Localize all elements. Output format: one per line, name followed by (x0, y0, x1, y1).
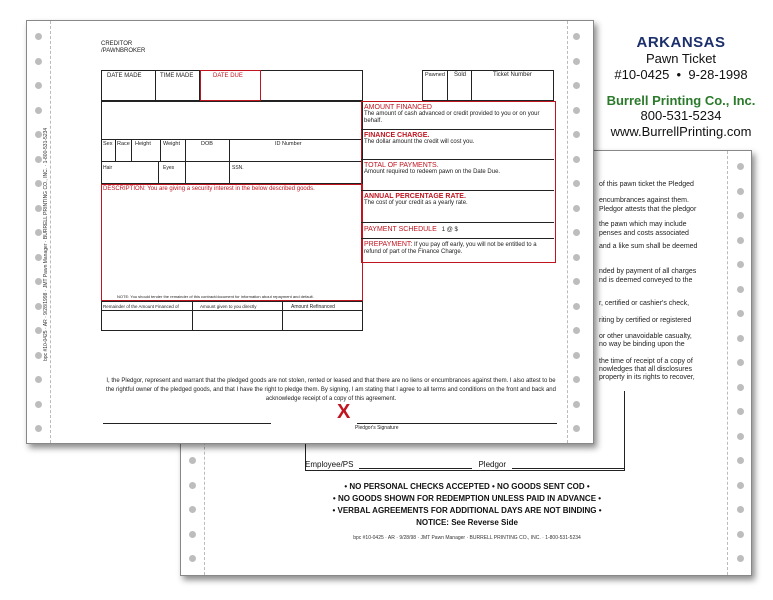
tractor-hole (573, 131, 580, 138)
tractor-hole (737, 188, 744, 195)
back-pledgor-signature-line[interactable] (512, 459, 625, 469)
tractor-hole (35, 352, 42, 359)
tractor-hole (573, 107, 580, 114)
remainder-label: Remainder of the Amount Financed of (103, 304, 179, 309)
back-clause: and a like sum shall be deemed (599, 243, 698, 250)
dob-label: DOB (201, 141, 213, 147)
back-clause: r, certified or cashier's check, (599, 300, 690, 307)
prepayment-row (361, 239, 554, 261)
tractor-hole (189, 506, 196, 513)
employee-signature-line[interactable] (359, 459, 472, 469)
divider (115, 139, 116, 162)
back-notices (229, 481, 705, 529)
tractor-hole (737, 433, 744, 440)
tractor-hole (573, 229, 580, 236)
tractor-hole (35, 278, 42, 285)
tractor-hole (35, 82, 42, 89)
tractor-hole (35, 229, 42, 236)
divider (158, 162, 159, 184)
tractor-hole (573, 33, 580, 40)
id-number-label: ID Number (275, 141, 302, 147)
amount-given-label: Amount given to you directly (200, 304, 257, 309)
tractor-hole (573, 352, 580, 359)
back-clause: Pledgor attests that the pledgor (599, 206, 697, 213)
date-due-label: DATE DUE (213, 73, 243, 79)
apr-title: ANNUAL PERCENTAGE RATE. (364, 193, 466, 200)
tractor-hole (737, 531, 744, 538)
tractor-hole (35, 327, 42, 334)
tractor-hole (737, 212, 744, 219)
sold-label: Sold (454, 72, 467, 78)
state-title: ARKANSAS (636, 34, 726, 51)
tractor-hole (189, 482, 196, 489)
warrant-text: I, the Pledgor, represent and warrant that the pledged goods are not stolen, rented or leased and that there are no liens or encumbrances against them. I also attest to be the rightful owner of the pledged goods, and that I have the right to pledge them. By signing, I am stating that I agree to all terms and conditions on the front and back and acknowledge receipt of a copy of this agreement. (106, 378, 556, 402)
back-clause: no way be binding upon the (599, 341, 685, 348)
amount-financed-text: The amount of cash advanced or credit provided to you or on your behalf. (364, 111, 540, 124)
payment-schedule-label: PAYMENT SCHEDULE (364, 226, 437, 233)
notice-line: • NO PERSONAL CHECKS ACCEPTED • NO GOODS SENT COD • (344, 482, 590, 491)
back-clause: penses and costs associated (599, 230, 689, 237)
tractor-hole (737, 457, 744, 464)
ssn-label: SSN. (232, 165, 244, 171)
tractor-hole (573, 425, 580, 432)
description-label: DESCRIPTION: You are giving a security interest in the below described goods. (103, 186, 315, 192)
employee-label: Employee/PS (305, 460, 354, 469)
creditor-line: /PAWNBROKER (101, 48, 146, 54)
back-clause: encumbrances against them. (599, 197, 689, 204)
ticket-number-label: Ticket Number (493, 72, 532, 78)
back-signature-row (305, 453, 625, 469)
tractor-hole (737, 286, 744, 293)
back-clause: nowledges that all disclosures (599, 366, 692, 373)
tractor-hole (573, 180, 580, 187)
tractor-hole (737, 384, 744, 391)
tractor-hole (573, 327, 580, 334)
tractor-hole (737, 261, 744, 268)
back-clause: riting by certified or registered (599, 317, 692, 324)
tractor-hole (573, 82, 580, 89)
weight-label: Weight (163, 141, 181, 147)
bullet-separator: • (676, 67, 682, 82)
tractor-hole (573, 401, 580, 408)
tractor-hole (35, 376, 42, 383)
employee-signature-line-front[interactable] (103, 423, 271, 424)
pledgor-signature-caption: Pledgor's Signature (355, 425, 399, 431)
creditor-line: CREDITOR (101, 41, 133, 47)
finance-charge-text: The dollar amount the credit will cost you. (364, 139, 475, 145)
company-phone: 800-531-5234 (640, 108, 722, 123)
form-date: 9-28-1998 (688, 67, 748, 82)
description-box[interactable] (101, 184, 363, 301)
tractor-hole (737, 506, 744, 513)
amount-refinanced-label: Amount Refinanced (291, 304, 335, 310)
apr-row[interactable] (361, 191, 554, 223)
apr-text: The cost of your credit as a yearly rate. (364, 200, 468, 206)
tractor-hole (189, 531, 196, 538)
tractor-hole (35, 254, 42, 261)
notice-line: • NO GOODS SHOWN FOR REDEMPTION UNLESS PAID IN ADVANCE • (332, 494, 602, 503)
description-note: NOTE: You should tender the remainder of this contract/document for information about repayment and default. (117, 294, 314, 299)
tractor-hole (35, 107, 42, 114)
tractor-hole (573, 58, 580, 65)
pledgor-signature-line[interactable] (357, 423, 557, 424)
front-form (26, 20, 594, 444)
tractor-hole (189, 555, 196, 562)
notice-line: NOTICE: See Reverse Side (416, 518, 518, 527)
hair-label: Hair (103, 165, 113, 171)
tractor-hole (737, 555, 744, 562)
tractor-hole (35, 156, 42, 163)
amount-financed-row[interactable] (361, 102, 554, 130)
prepayment-text: If you pay off early, you will not be entitled to a refund of part of the Finance Charge. (364, 242, 537, 255)
tractor-hole (35, 33, 42, 40)
eyes-label: Eyes (163, 165, 175, 171)
finance-charge-row[interactable] (361, 130, 554, 160)
back-clause: property in its rights to recover, (599, 374, 695, 381)
back-clause: the pawn which may include (599, 221, 687, 228)
race-label: Race (117, 141, 130, 147)
pawned-label: Pawned (425, 72, 445, 78)
sex-label: Sex (103, 141, 113, 147)
back-clause: or other unavoidable casualty, (599, 333, 692, 340)
tractor-hole (737, 359, 744, 366)
tractor-hole (573, 254, 580, 261)
tractor-hole (573, 156, 580, 163)
prepayment-label: PREPAYMENT: (364, 241, 413, 248)
total-payments-title: TOTAL OF PAYMENTS. (364, 162, 439, 169)
tractor-hole (737, 482, 744, 489)
form-name: Pawn Ticket (645, 51, 717, 66)
tractor-hole (35, 205, 42, 212)
amount-financed-title: AMOUNT FINANCED (364, 104, 432, 111)
tractor-hole (35, 131, 42, 138)
total-payments-row[interactable] (361, 160, 554, 191)
tractor-hole (737, 310, 744, 317)
tractor-hole (35, 58, 42, 65)
notice-line: • VERBAL AGREEMENTS FOR ADDITIONAL DAYS ARE NOT BINDING • (332, 506, 602, 515)
signature-x-mark: X (337, 401, 351, 423)
date-made-label: DATE MADE (107, 73, 142, 79)
tractor-hole (737, 163, 744, 170)
divider (131, 139, 132, 162)
total-payments-text: Amount required to redeem pawn on the Date Due. (364, 169, 501, 175)
tractor-hole (737, 408, 744, 415)
back-clause: of this pawn ticket the Pledged (599, 181, 694, 188)
time-made-label: TIME MADE (160, 73, 194, 79)
tractor-hole (35, 425, 42, 432)
back-clause: the time of receipt of a copy of (599, 358, 693, 365)
product-info (596, 34, 766, 140)
tractor-hole (189, 457, 196, 464)
company-name: Burrell Printing Co., Inc. (606, 93, 756, 108)
divider (229, 139, 230, 184)
tractor-hole (573, 205, 580, 212)
creditor-label (101, 41, 145, 55)
back-clause: nd is deemed conveyed to the (599, 277, 693, 284)
form-number: #10-0425 (614, 67, 670, 82)
back-clause: nded by payment of all charges (599, 268, 697, 275)
form-number-date (596, 67, 766, 83)
back-footer: bpc #10-0425 · AR · 9/28/98 · JMT Pawn Manager · BURRELL PRINTING CO., INC. · 1-800-531-5234 (353, 535, 581, 541)
front-right-tractor-strip (567, 21, 593, 443)
payment-schedule-value: 1 @ $ (441, 227, 458, 233)
company-website[interactable]: www.BurrellPrinting.com (610, 124, 752, 139)
tractor-hole (35, 180, 42, 187)
tractor-hole (737, 335, 744, 342)
tractor-hole (573, 303, 580, 310)
tractor-hole (573, 278, 580, 285)
back-pledgor-label: Pledgor (478, 460, 507, 469)
tractor-hole (737, 237, 744, 244)
divider (185, 139, 186, 184)
tractor-hole (35, 303, 42, 310)
height-label: Height (135, 141, 151, 147)
tractor-hole (35, 401, 42, 408)
side-imprint: bpc #10-0425 · AR · 9/28/1998 · JMT Pawn Manager · BURRELL PRINTING CO., INC. · 1-800-531-5234 (43, 127, 49, 361)
divider (160, 139, 161, 162)
tractor-hole (573, 376, 580, 383)
finance-charge-title: FINANCE CHARGE. (364, 132, 430, 139)
payment-schedule-row[interactable] (361, 223, 554, 239)
